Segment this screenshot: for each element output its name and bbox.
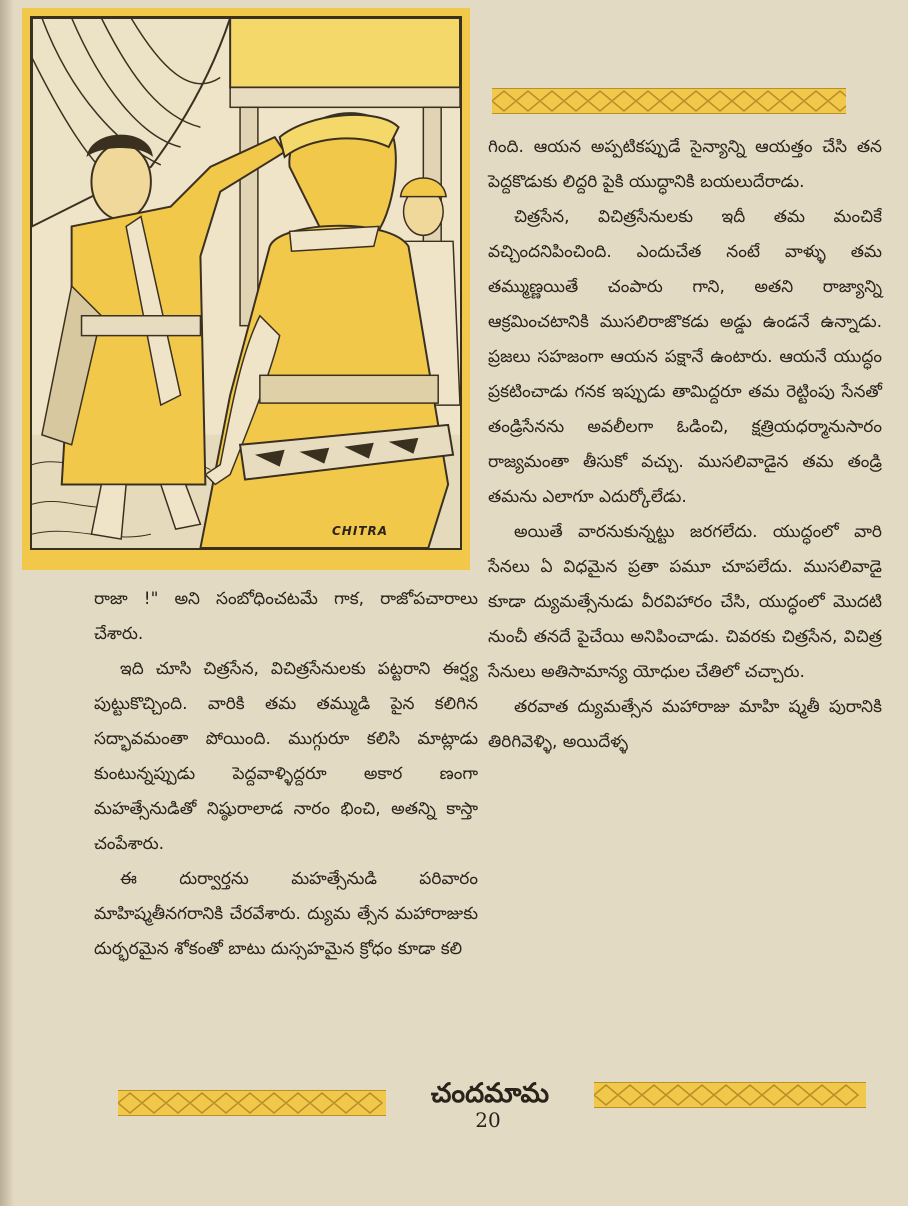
illustration-drawing bbox=[32, 18, 460, 548]
magazine-title: చందమామ bbox=[430, 1078, 550, 1109]
text-column-left bbox=[94, 582, 478, 967]
paragraph: అయితే వారనుకున్నట్టు జరగలేదు. యుద్ధంలో వారి సేనలు ఏ విధమైన ప్రతా పమూ చూపలేదు. ముసలివాడై కూడా ద్యుమత్సేనుడు వీరవిహారం చేసి, యుద్ధంలో మొదటి నుంచీ తనదే పైచేయి అనిపించాడు. చివరకు చిత్రసేన, విచిత్ర సేనులు అతిసామాన్య యోధుల చేతిలో చచ్చారు. bbox=[488, 522, 882, 682]
paragraph: ఇది చూసి చిత్రసేన, విచిత్రసేనులకు పట్టరాని ఈర్ష్య పుట్టుకొచ్చింది. వారికి తమ తమ్ముడి పైన కలిగిన సద్భావమంతా పోయింది. ముగ్గురూ కలిసి మాట్లాడు కుంటున్నప్పుడు పెద్దవాళ్ళిద్దరూ అకార ణంగా మహత్సేనుడితో నిష్ఠురాలాడ నారం భించి, అతన్ని కాస్తా చంపేశారు. bbox=[94, 659, 478, 854]
text-column-right bbox=[488, 130, 882, 760]
ornament-pattern-icon bbox=[118, 1091, 386, 1115]
ornamental-border-footer-right bbox=[594, 1082, 866, 1108]
ornamental-border-top bbox=[492, 88, 846, 114]
illustration-frame bbox=[22, 8, 470, 570]
artist-signature: CHITRA bbox=[331, 524, 388, 538]
paragraph: రాజా !" అని సంబోధించటమే గాక, రాజోపచారాలు చేశారు. bbox=[94, 589, 478, 644]
paragraph: తరవాత ద్యుమత్సేన మహారాజు మాహి ష్మతీ పురానికి తిరిగివెళ్ళి, అయిదేళ్ళ bbox=[488, 697, 882, 752]
ornamental-border-footer-left bbox=[118, 1090, 386, 1116]
ornament-pattern-icon bbox=[492, 89, 846, 113]
paragraph: గింది. ఆయన అప్పటికప్పుడే సైన్యాన్ని ఆయత్తం చేసి తన పెద్దకొడుకు లిద్దరి పైకి యుద్ధానికి బయలుదేరాడు. bbox=[488, 137, 882, 192]
paragraph: ఈ దుర్వార్తను మహత్సేనుడి పరివారం మాహిష్మతీనగరానికి చేరవేశారు. ద్యుమ త్సేన మహారాజుకు దుర్భరమైన శోకంతో బాటు దుస్సహమైన క్రోధం కూడా కలి bbox=[94, 869, 478, 959]
paragraph: చిత్రసేన, విచిత్రసేనులకు ఇదీ తమ మంచికే వచ్చిందనిపించింది. ఎందుచేత నంటే వాళ్ళు తమ తమ్ముణ్ణయితే చంపారు గాని, అతని రాజ్యాన్ని ఆక్రమించటానికి ముసలిరాజొకడు అడ్డు ఉండనే ఉన్నాడు. ప్రజలు సహజంగా ఆయన పక్షానే ఉంటారు. ఆయనే యుద్ధం ప్రకటించాడు గనక ఇప్పుడు తామిద్దరూ తమ రెట్టింపు సేనతో తండ్రిసేనను అవలీలగా ఓడించి, క్షత్రియధర్మానుసారం రాజ్యమంతా తీసుకో వచ్చు. ముసలివాడైన తమ తండ్రి తమను ఎలాగూ ఎదుర్కోలేడు. bbox=[488, 207, 882, 507]
page-number: 20 bbox=[475, 1108, 501, 1132]
ornament-pattern-icon bbox=[594, 1083, 866, 1107]
court-scene-illustration bbox=[30, 16, 462, 550]
